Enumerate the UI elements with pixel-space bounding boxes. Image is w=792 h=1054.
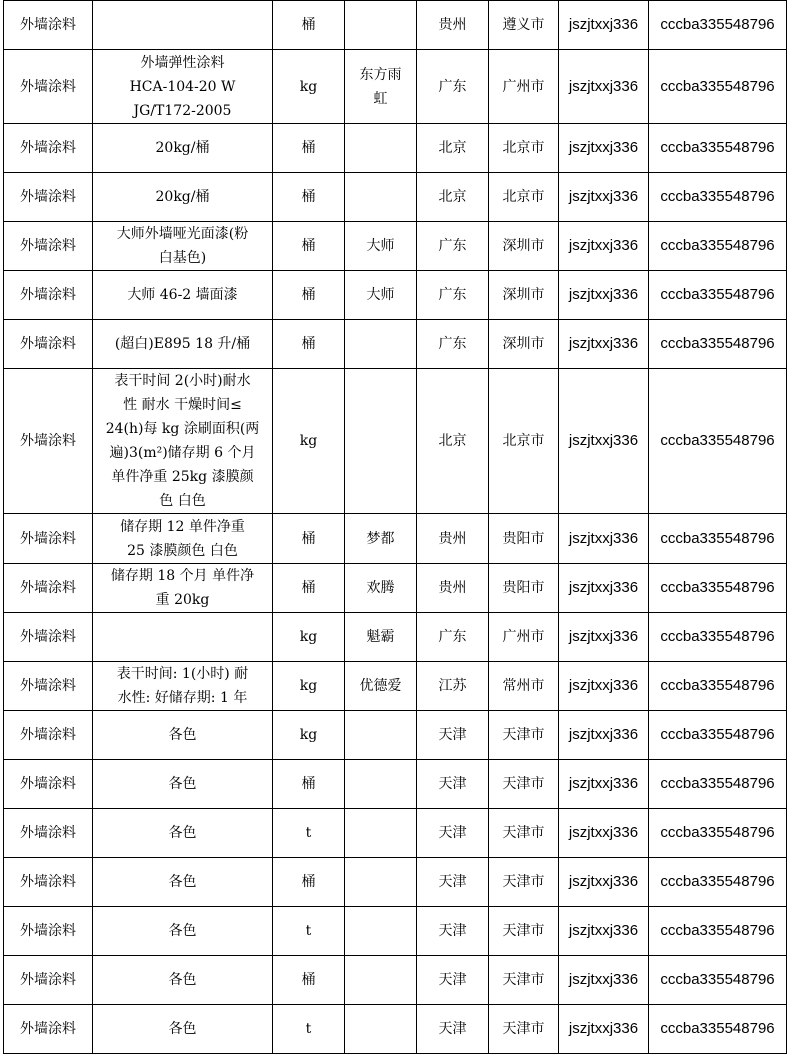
- city-cell: 天津市: [489, 1005, 559, 1054]
- city-cell: 北京市: [489, 173, 559, 222]
- category-cell: 外墙涂料: [4, 1, 93, 50]
- contact-cell: cccba335548796: [649, 173, 787, 222]
- brand-line: 魁霸: [366, 629, 395, 645]
- code-cell: jszjtxxj336: [559, 956, 649, 1005]
- city-cell: 天津市: [489, 907, 559, 956]
- city-cell: 北京市: [489, 124, 559, 173]
- contact-cell: cccba335548796: [649, 1005, 787, 1054]
- code-cell: jszjtxxj336: [559, 662, 649, 711]
- brand-cell: [345, 173, 417, 222]
- city-cell: 遵义市: [489, 1, 559, 50]
- material-table: [3, 0, 787, 1054]
- province-cell: 广东: [417, 50, 489, 124]
- spec-cell: [93, 956, 273, 1005]
- province-cell: 天津: [417, 809, 489, 858]
- brand-cell: [345, 320, 417, 369]
- spec-cell: [93, 907, 273, 956]
- brand-line: 虹: [373, 90, 388, 107]
- city-cell: 广州市: [489, 613, 559, 662]
- code-cell: jszjtxxj336: [559, 50, 649, 124]
- spec-line: 白基色): [158, 250, 207, 266]
- contact-cell: cccba335548796: [649, 50, 787, 124]
- brand-cell: [345, 1005, 417, 1054]
- brand-cell: [345, 564, 417, 613]
- city-cell: 天津市: [489, 760, 559, 809]
- province-cell: 天津: [417, 711, 489, 760]
- contact-cell: cccba335548796: [649, 1, 787, 50]
- code-cell: jszjtxxj336: [559, 320, 649, 369]
- province-cell: 北京: [417, 173, 489, 222]
- brand-cell: [345, 760, 417, 809]
- spec-line: 各色: [168, 923, 197, 939]
- spec-line: 24(h)每 kg 涂刷面积(两: [105, 421, 260, 437]
- category-cell: 外墙涂料: [4, 50, 93, 124]
- unit-cell: 桶: [273, 173, 345, 222]
- city-cell: 天津市: [489, 711, 559, 760]
- contact-cell: cccba335548796: [649, 369, 787, 514]
- category-cell: 外墙涂料: [4, 1005, 93, 1054]
- category-cell: 外墙涂料: [4, 320, 93, 369]
- spec-cell: [93, 760, 273, 809]
- code-cell: jszjtxxj336: [559, 173, 649, 222]
- code-cell: jszjtxxj336: [559, 613, 649, 662]
- spec-line: 大师 46-2 墙面漆: [127, 287, 238, 303]
- spec-line: 各色: [168, 1021, 197, 1037]
- contact-cell: cccba335548796: [649, 564, 787, 613]
- category-cell: 外墙涂料: [4, 613, 93, 662]
- spec-line: 20kg/桶: [155, 189, 210, 205]
- category-cell: 外墙涂料: [4, 222, 93, 271]
- spec-line: 表干时间 2(小时)耐水: [114, 373, 251, 389]
- city-cell: 贵阳市: [489, 514, 559, 564]
- unit-cell: kg: [273, 50, 345, 124]
- category-cell: 外墙涂料: [4, 711, 93, 760]
- city-cell: 广州市: [489, 50, 559, 124]
- category-cell: 外墙涂料: [4, 271, 93, 320]
- province-cell: 天津: [417, 956, 489, 1005]
- city-cell: 深圳市: [489, 222, 559, 271]
- brand-cell: [345, 662, 417, 711]
- spec-line: 各色: [168, 825, 197, 841]
- contact-cell: cccba335548796: [649, 320, 787, 369]
- city-cell: 天津市: [489, 858, 559, 907]
- code-cell: jszjtxxj336: [559, 1005, 649, 1054]
- category-cell: 外墙涂料: [4, 760, 93, 809]
- spec-line: 单件净重 25kg 漆膜颜: [111, 469, 254, 485]
- category-cell: 外墙涂料: [4, 514, 93, 564]
- spec-line: 储存期 12 单件净重: [120, 518, 245, 535]
- code-cell: jszjtxxj336: [559, 858, 649, 907]
- spec-cell: [93, 222, 273, 271]
- province-cell: 广东: [417, 222, 489, 271]
- unit-cell: kg: [273, 662, 345, 711]
- table-row: [4, 514, 787, 564]
- brand-cell: [345, 222, 417, 271]
- province-cell: 江苏: [417, 662, 489, 711]
- province-cell: 广东: [417, 320, 489, 369]
- spec-line: 色 白色: [159, 493, 206, 509]
- spec-line: 20kg/桶: [155, 140, 210, 156]
- table-row: [4, 369, 787, 514]
- city-cell: 天津市: [489, 956, 559, 1005]
- unit-cell: 桶: [273, 320, 345, 369]
- unit-cell: 桶: [273, 956, 345, 1005]
- code-cell: jszjtxxj336: [559, 124, 649, 173]
- city-cell: 天津市: [489, 809, 559, 858]
- code-cell: jszjtxxj336: [559, 514, 649, 564]
- category-cell: 外墙涂料: [4, 809, 93, 858]
- spec-cell: [93, 809, 273, 858]
- table-row: [4, 1, 787, 50]
- province-cell: 天津: [417, 858, 489, 907]
- spec-line: 储存期 18 个月 单件净: [110, 568, 255, 584]
- spec-cell: [93, 1005, 273, 1054]
- table-body: [4, 1, 787, 1054]
- unit-cell: t: [273, 809, 345, 858]
- city-cell: 深圳市: [489, 320, 559, 369]
- table-row: [4, 662, 787, 711]
- table-row: [4, 222, 787, 271]
- category-cell: 外墙涂料: [4, 369, 93, 514]
- spec-line: 外墙弹性涂料: [140, 54, 225, 71]
- spec-line: JG/T172-2005: [133, 102, 232, 119]
- spec-line: (超白)E895 18 升/桶: [114, 336, 251, 352]
- spec-line: 表干时间: 1(小时) 耐: [116, 666, 249, 682]
- category-cell: 外墙涂料: [4, 956, 93, 1005]
- spec-cell: [93, 271, 273, 320]
- spec-cell: [93, 1, 273, 50]
- province-cell: 贵州: [417, 514, 489, 564]
- city-cell: 深圳市: [489, 271, 559, 320]
- table-row: [4, 50, 787, 124]
- unit-cell: 桶: [273, 564, 345, 613]
- spec-line: 各色: [168, 874, 197, 890]
- contact-cell: cccba335548796: [649, 222, 787, 271]
- code-cell: jszjtxxj336: [559, 564, 649, 613]
- contact-cell: cccba335548796: [649, 907, 787, 956]
- unit-cell: 桶: [273, 1, 345, 50]
- contact-cell: cccba335548796: [649, 956, 787, 1005]
- spec-line: 大师外墙哑光面漆(粉: [116, 226, 249, 242]
- code-cell: jszjtxxj336: [559, 907, 649, 956]
- brand-line: 欢腾: [366, 580, 395, 596]
- spec-line: 各色: [168, 776, 197, 792]
- contact-cell: cccba335548796: [649, 514, 787, 564]
- brand-line: 大师: [366, 238, 395, 254]
- province-cell: 北京: [417, 369, 489, 514]
- category-cell: 外墙涂料: [4, 858, 93, 907]
- province-cell: 广东: [417, 613, 489, 662]
- spec-line: 遍)3(m²)储存期 6 个月: [109, 445, 256, 461]
- spec-line: 重 20kg: [155, 592, 210, 608]
- contact-cell: cccba335548796: [649, 271, 787, 320]
- spec-cell: [93, 613, 273, 662]
- code-cell: jszjtxxj336: [559, 222, 649, 271]
- table-row: [4, 124, 787, 173]
- unit-cell: 桶: [273, 222, 345, 271]
- unit-cell: kg: [273, 613, 345, 662]
- unit-cell: 桶: [273, 271, 345, 320]
- province-cell: 贵州: [417, 564, 489, 613]
- code-cell: jszjtxxj336: [559, 369, 649, 514]
- contact-cell: cccba335548796: [649, 711, 787, 760]
- spec-cell: [93, 50, 273, 124]
- brand-cell: [345, 858, 417, 907]
- brand-cell: [345, 271, 417, 320]
- category-cell: 外墙涂料: [4, 564, 93, 613]
- spec-line: HCA-104-20 W: [129, 78, 236, 95]
- unit-cell: t: [273, 1005, 345, 1054]
- table-row: [4, 809, 787, 858]
- code-cell: jszjtxxj336: [559, 760, 649, 809]
- category-cell: 外墙涂料: [4, 662, 93, 711]
- spec-cell: [93, 173, 273, 222]
- table-row: [4, 613, 787, 662]
- spec-cell: [93, 662, 273, 711]
- spec-cell: [93, 320, 273, 369]
- table-row: [4, 711, 787, 760]
- category-cell: 外墙涂料: [4, 124, 93, 173]
- category-cell: 外墙涂料: [4, 907, 93, 956]
- brand-cell: [345, 124, 417, 173]
- spec-line: 水性: 好储存期: 1 年: [117, 690, 248, 706]
- brand-cell: [345, 907, 417, 956]
- table-row: [4, 956, 787, 1005]
- code-cell: jszjtxxj336: [559, 809, 649, 858]
- table-row: [4, 564, 787, 613]
- province-cell: 天津: [417, 760, 489, 809]
- brand-cell: [345, 50, 417, 124]
- code-cell: jszjtxxj336: [559, 711, 649, 760]
- spec-cell: [93, 711, 273, 760]
- table-row: [4, 858, 787, 907]
- contact-cell: cccba335548796: [649, 662, 787, 711]
- unit-cell: 桶: [273, 514, 345, 564]
- code-cell: jszjtxxj336: [559, 271, 649, 320]
- brand-line: 梦都: [366, 530, 395, 547]
- brand-cell: [345, 369, 417, 514]
- table-row: [4, 173, 787, 222]
- contact-cell: cccba335548796: [649, 760, 787, 809]
- table-row: [4, 760, 787, 809]
- province-cell: 北京: [417, 124, 489, 173]
- unit-cell: kg: [273, 369, 345, 514]
- table-row: [4, 271, 787, 320]
- brand-cell: [345, 514, 417, 564]
- brand-cell: [345, 711, 417, 760]
- brand-line: 优德爱: [359, 678, 402, 694]
- table-row: [4, 320, 787, 369]
- province-cell: 天津: [417, 907, 489, 956]
- brand-cell: [345, 613, 417, 662]
- city-cell: 常州市: [489, 662, 559, 711]
- contact-cell: cccba335548796: [649, 809, 787, 858]
- brand-line: 东方雨: [359, 66, 402, 83]
- table-row: [4, 907, 787, 956]
- city-cell: 北京市: [489, 369, 559, 514]
- province-cell: 贵州: [417, 1, 489, 50]
- category-cell: 外墙涂料: [4, 173, 93, 222]
- unit-cell: kg: [273, 711, 345, 760]
- spec-cell: [93, 124, 273, 173]
- spec-cell: [93, 858, 273, 907]
- code-cell: jszjtxxj336: [559, 1, 649, 50]
- brand-line: 大师: [366, 287, 395, 303]
- province-cell: 天津: [417, 1005, 489, 1054]
- spec-line: 性 耐水 干燥时间≤: [123, 397, 242, 413]
- brand-cell: [345, 956, 417, 1005]
- city-cell: 贵阳市: [489, 564, 559, 613]
- spec-cell: [93, 564, 273, 613]
- unit-cell: t: [273, 907, 345, 956]
- unit-cell: 桶: [273, 858, 345, 907]
- spec-line: 各色: [168, 727, 197, 743]
- spec-cell: [93, 369, 273, 514]
- spec-line: 25 漆膜颜色 白色: [127, 542, 238, 559]
- table-row: [4, 1005, 787, 1054]
- contact-cell: cccba335548796: [649, 124, 787, 173]
- province-cell: 广东: [417, 271, 489, 320]
- unit-cell: 桶: [273, 760, 345, 809]
- contact-cell: cccba335548796: [649, 858, 787, 907]
- brand-cell: [345, 809, 417, 858]
- brand-cell: [345, 1, 417, 50]
- unit-cell: 桶: [273, 124, 345, 173]
- spec-cell: [93, 514, 273, 564]
- contact-cell: cccba335548796: [649, 613, 787, 662]
- spec-line: 各色: [168, 972, 197, 988]
